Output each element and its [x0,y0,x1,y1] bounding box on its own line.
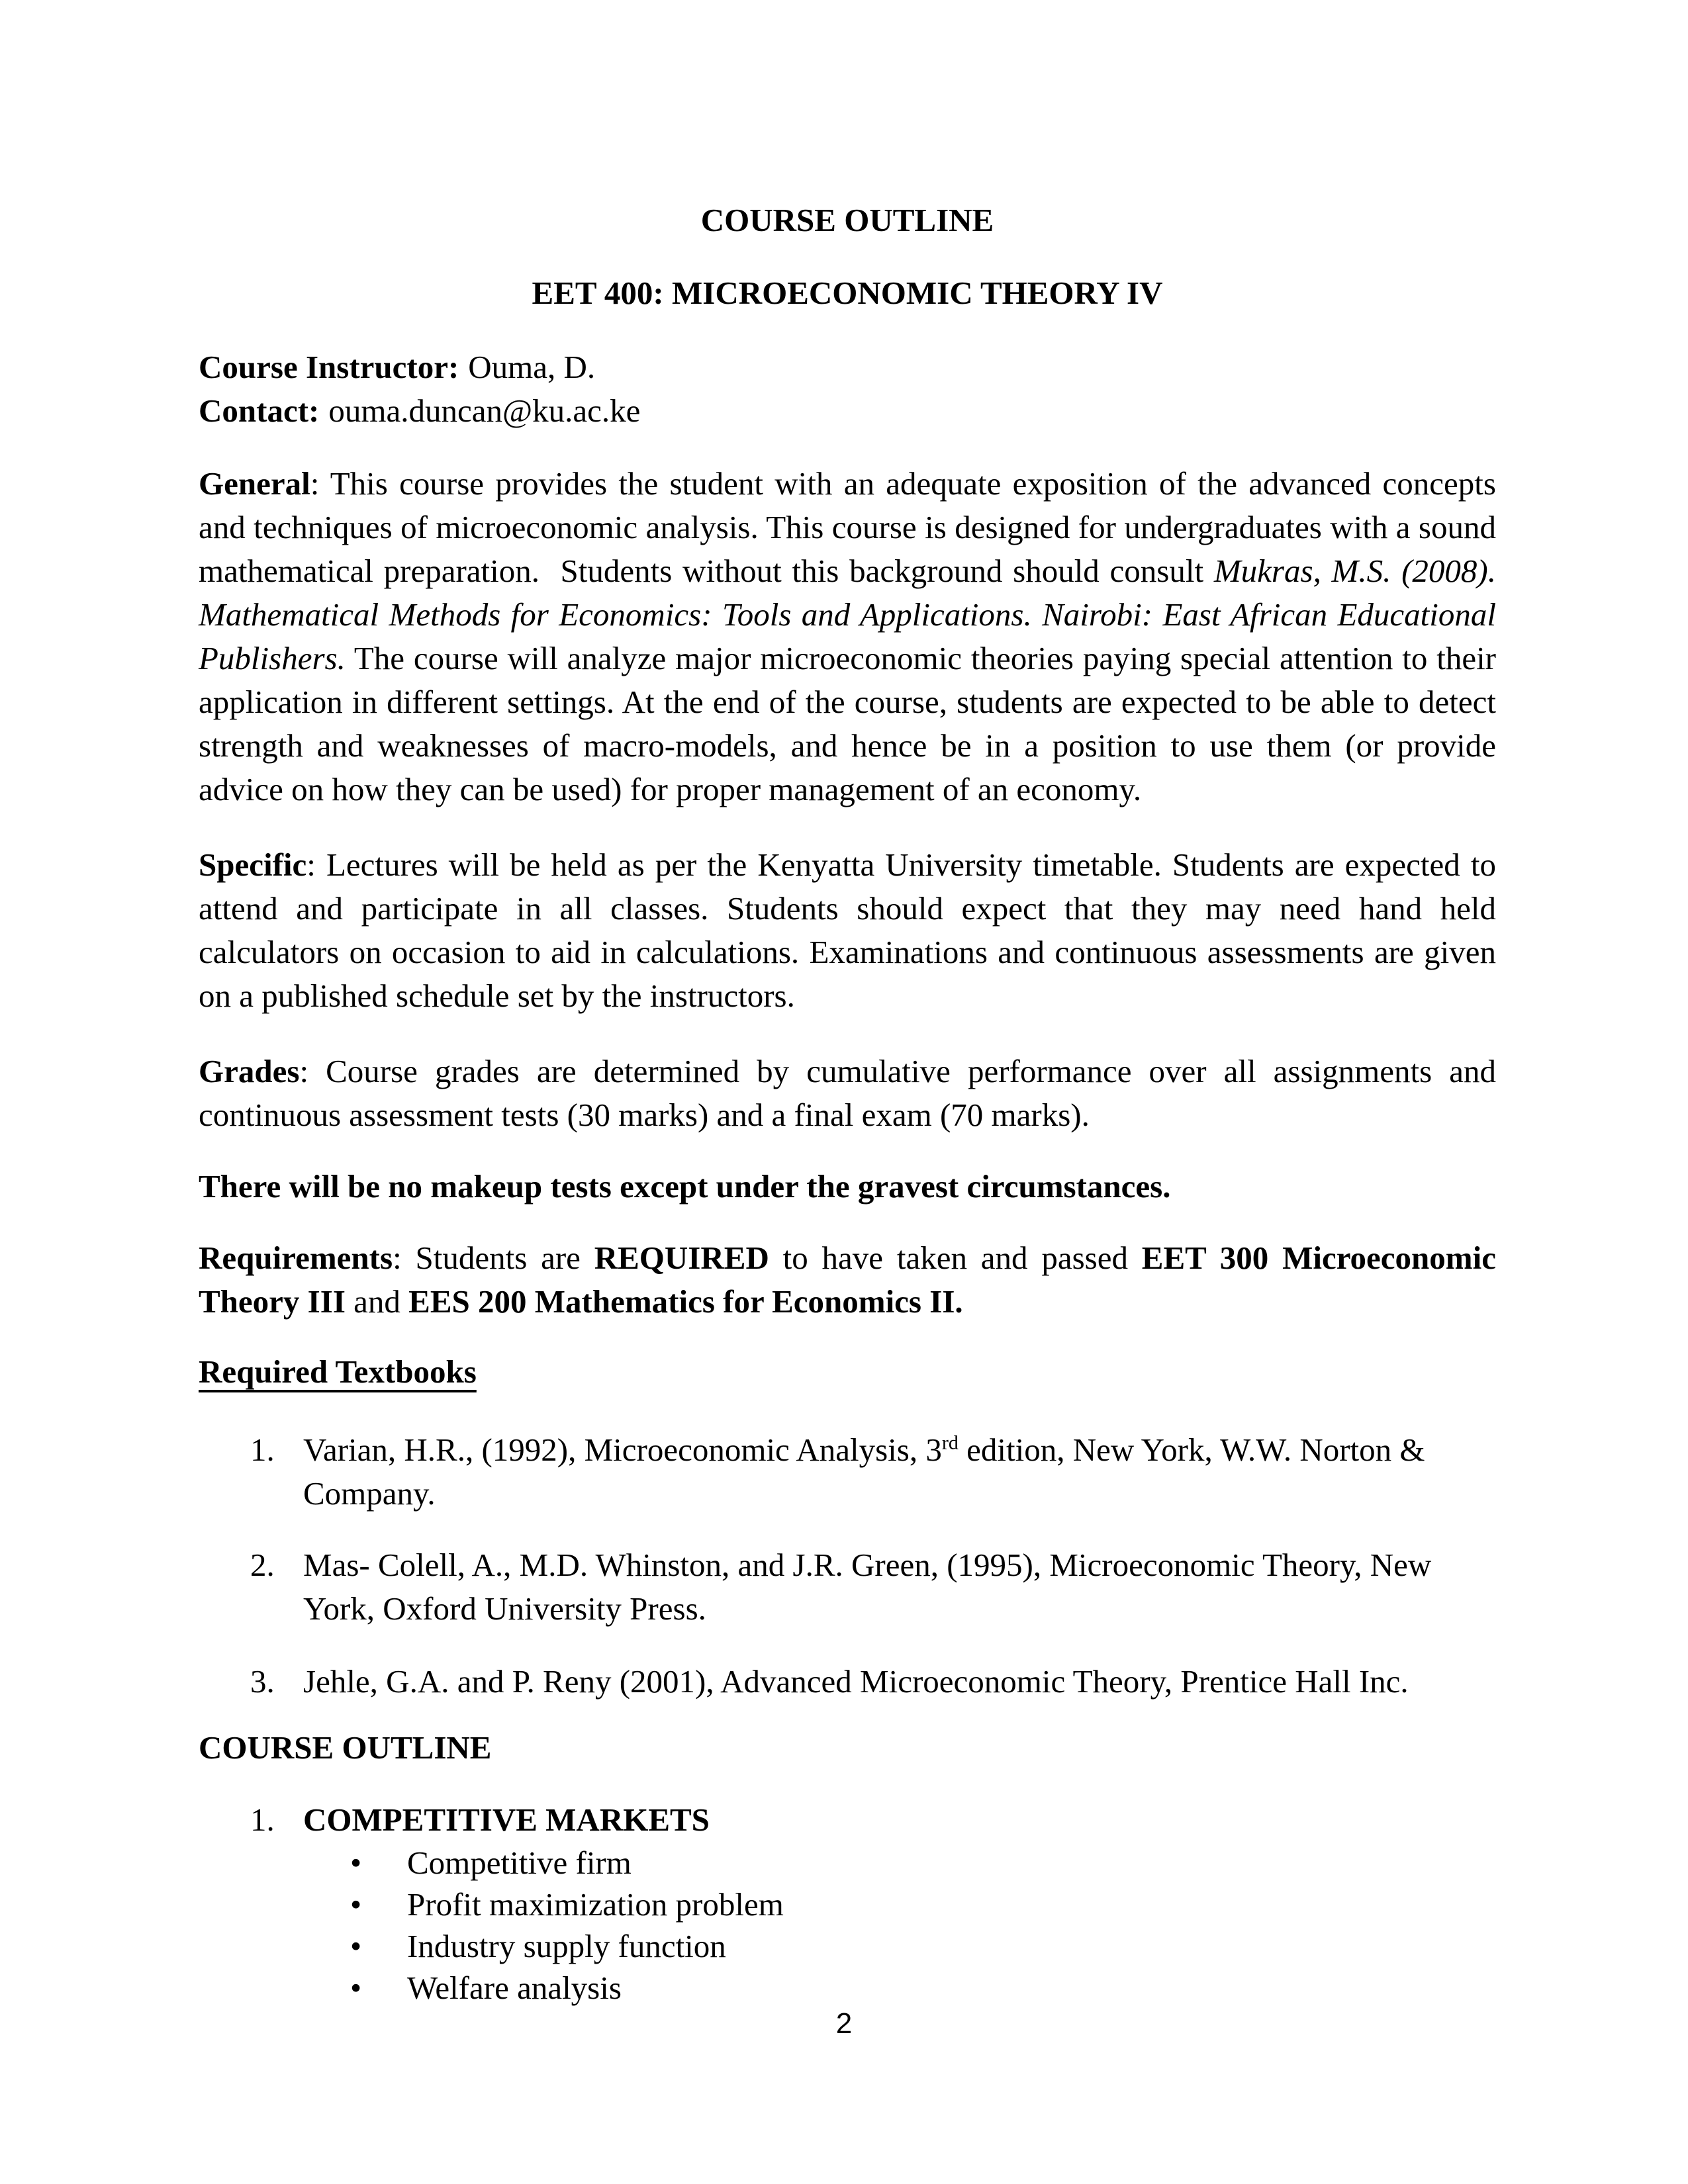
textbook-citation: Jehle, G.A. and P. Reny (2001), Advanced Microeconomic Theory, Prentice Hall Inc. [303,1663,1409,1700]
general-text-1: : This course provides the student with an adequate exposition of the advanced concepts and techniques of microeconomic analysis. This course is designed for undergraduates with a sound mathematical preparation. Students without this background should consult [199,465,1496,589]
requirements-text-2: to have taken and passed [769,1240,1142,1276]
requirements-label: Requirements [199,1240,393,1276]
topic-label: Welfare analysis [407,1970,622,2006]
textbook-citation: Mas- Colell, A., M.D. Whinston, and J.R. Green, (1995), Microeconomic Theory, New York, Oxford University Press. [303,1547,1432,1627]
course-outline-heading: COURSE OUTLINE [199,1729,492,1766]
textbook-citation-text: edition, New York, W.W. Norton & Company. [303,1432,1425,1512]
grades-text: : Course grades are determined by cumulative performance over all assignments and continuous assessment tests (30 marks) and a final exam (70 marks). [199,1053,1496,1133]
general-paragraph [199,462,1496,811]
specific-label: Specific [199,846,307,883]
textbook-number: 3. [250,1663,275,1700]
contact-label: Contact: [199,392,320,429]
textbook-number: 1. [250,1432,275,1468]
topic-item [199,1884,1496,1925]
textbook-citation [303,1428,1496,1516]
instructor-name: Ouma, D. [468,349,596,385]
section-number: 1. [250,1801,275,1838]
bullet-icon: • [350,1844,362,1881]
topic-label: Competitive firm [407,1844,632,1881]
textbook-citation-text: Varian, H.R., (1992), Microeconomic Analysis, 3 [303,1432,942,1468]
general-reference-italic: Mukras, M.S. (2008). Mathematical Methods for Economics: Tools and Applications. Nairobi: East African Educational Publishers. [199,553,1497,676]
topic-label: Profit maximization problem [407,1886,784,1923]
page-number: 2 [835,2007,853,2040]
textbook-item [199,1660,1496,1704]
requirements-text-3: and [345,1283,409,1320]
document-title: COURSE OUTLINE [700,202,994,238]
topic-list [199,1842,1496,2009]
general-text-2: The course will analyze major microeconomic theories paying special attention to their application in different settings. At the end of the course, students are expected to be able to detect strength and weaknesses of macro-models, and hence be in a position to use them (or provide advice on how they can be used) for proper management of an economy. [199,640,1496,807]
contact-line [199,389,1496,433]
course-code-title: EET 400: MICROECONOMIC THEORY IV [532,275,1163,311]
general-label: General [199,465,310,502]
bullet-icon: • [350,1928,362,1964]
grades-label: Grades [199,1053,300,1089]
section-title: COMPETITIVE MARKETS [303,1801,710,1838]
bullet-icon: • [350,1886,362,1923]
course-meta [199,345,1496,433]
document-content [199,0,1496,2009]
makeup-notice: There will be no makeup tests except under the gravest circumstances. [199,1168,1171,1205]
topic-item [199,1842,1496,1884]
textbook-item [199,1428,1496,1516]
contact-email: ouma.duncan@ku.ac.ke [328,392,641,429]
requirements-paragraph [199,1236,1496,1324]
bullet-icon: • [350,1970,362,2006]
instructor-label: Course Instructor: [199,349,459,385]
requirements-text-1: : Students are [393,1240,594,1276]
required-emphasis: REQUIRED [594,1240,769,1276]
topic-item [199,1967,1496,2009]
textbook-item [199,1543,1496,1631]
specific-paragraph [199,843,1496,1018]
specific-text: : Lectures will be held as per the Kenyatta University timetable. Students are expected to attend and participate in all classes. Students should expect that they may need hand held calculators on occasion to aid in calculations. Examinations and continuous assessments are given on a published schedule set by the instructors. [199,846,1496,1014]
topic-item [199,1925,1496,1967]
required-textbooks-heading: Required Textbooks [199,1353,477,1390]
grades-paragraph [199,1050,1496,1137]
textbook-number: 2. [250,1547,275,1583]
prerequisite-course-1: EET 300 Microeconomic Theory III [199,1240,1496,1320]
ordinal-superscript: rd [941,1432,959,1454]
topic-label: Industry supply function [407,1928,726,1964]
prerequisite-course-2: EES 200 Mathematics for Economics II. [408,1283,963,1320]
instructor-line [199,345,1496,389]
outline-section [199,1798,1496,1842]
